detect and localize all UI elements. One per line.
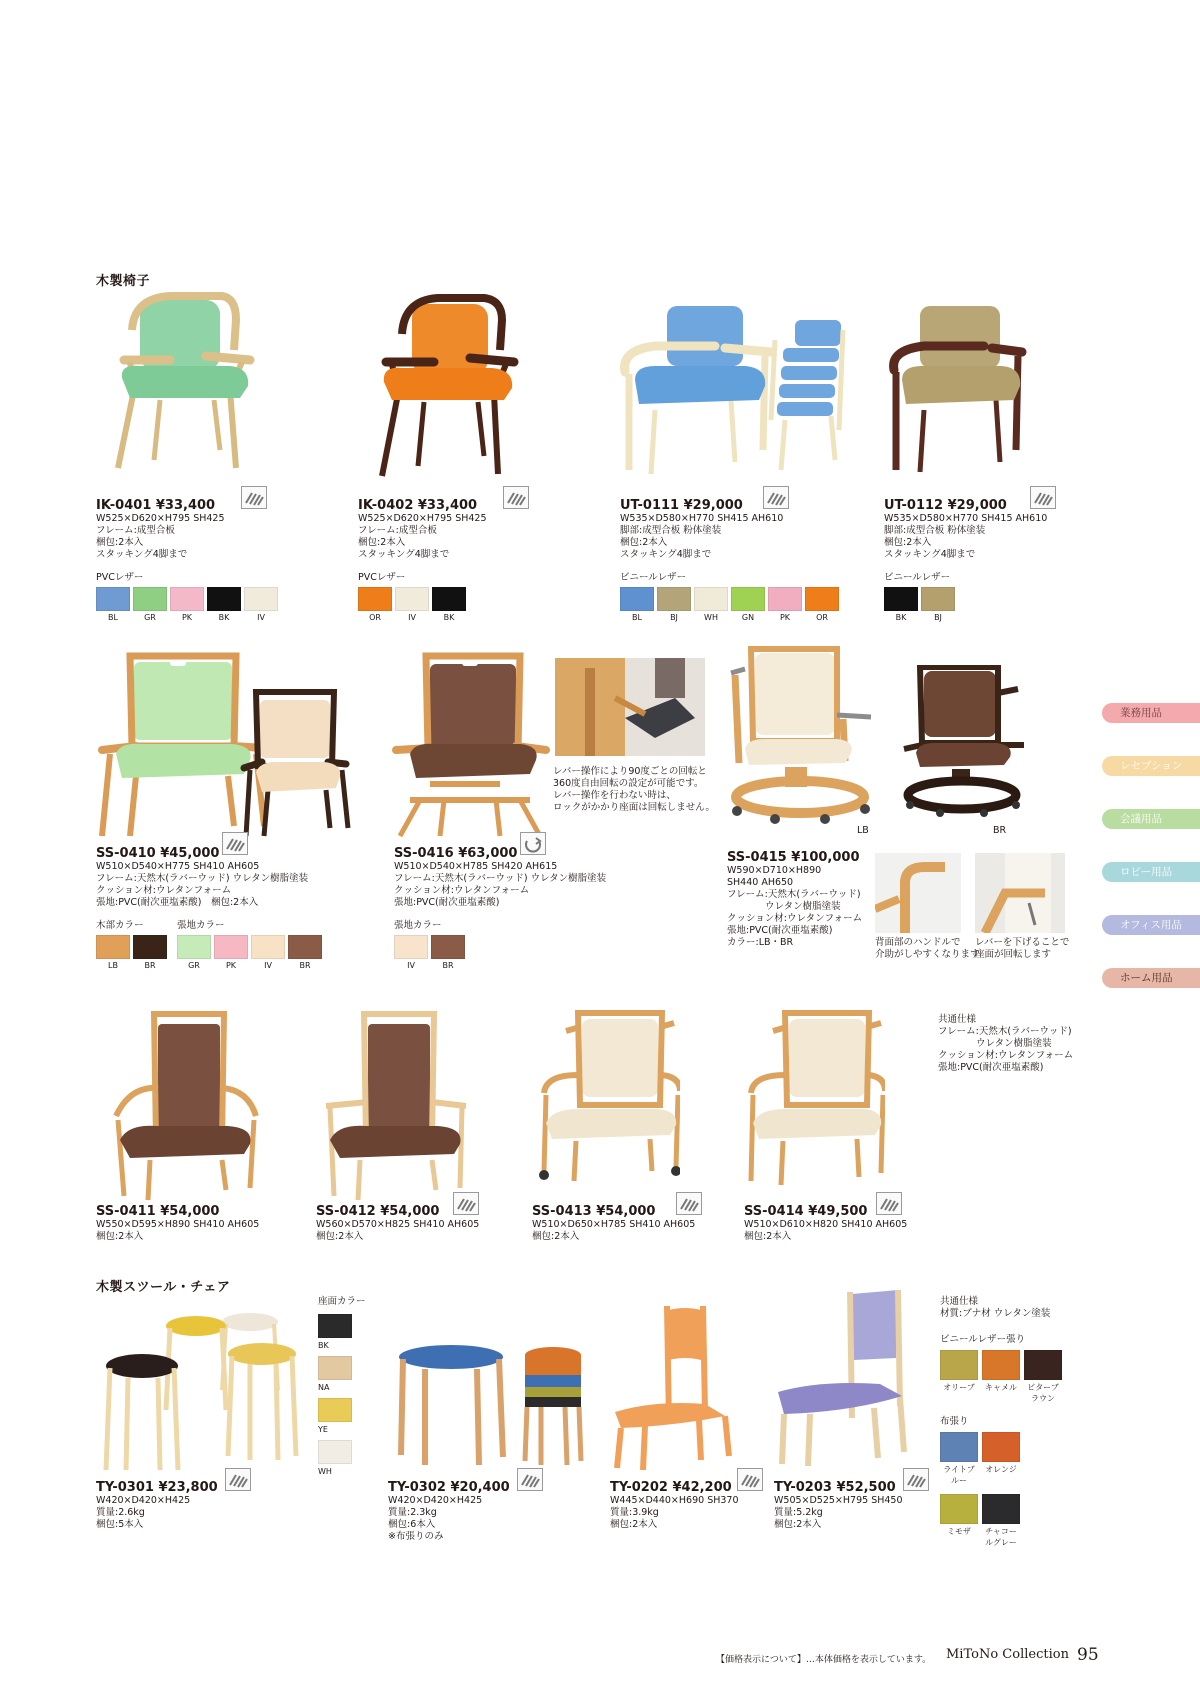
swatch bbox=[1024, 1350, 1062, 1404]
note-line: レバー操作により90度ごとの回転と bbox=[553, 766, 707, 777]
spec-line: W590×D710×H890 bbox=[727, 865, 822, 876]
product-ss-0416 bbox=[394, 846, 606, 970]
spec-line: フレーム:天然木(ラバーウッド) ウレタン樹脂塗装 bbox=[394, 873, 607, 884]
caption-line: 背面部のハンドルで bbox=[875, 937, 961, 948]
swatch-label: BL bbox=[632, 613, 642, 622]
swatch bbox=[170, 587, 204, 622]
swatch-color bbox=[982, 1494, 1020, 1524]
product-name: IK-0401 ¥33,400 bbox=[96, 498, 216, 513]
ty-0301-seat-colors bbox=[318, 1296, 366, 1482]
product-name: SS-0416 ¥63,000 bbox=[394, 846, 518, 861]
swatch bbox=[982, 1494, 1020, 1548]
swatch bbox=[394, 935, 428, 970]
spec-line: 張地:PVC(耐次亜塩素酸) bbox=[727, 925, 833, 936]
product-ut-0112 bbox=[884, 498, 1047, 622]
swatch-label: NA bbox=[318, 1383, 330, 1392]
spec-line: 梱包:6本入 bbox=[388, 1519, 436, 1530]
swatch bbox=[768, 587, 802, 622]
spec-line: W525×D620×H795 SH425 bbox=[96, 513, 225, 524]
swatch bbox=[982, 1350, 1020, 1404]
ss-0410-photo bbox=[96, 650, 356, 840]
swatch-color bbox=[133, 935, 167, 959]
category-tab[interactable]: ホーム用品 bbox=[1102, 968, 1200, 988]
swatch-label: LB bbox=[108, 961, 118, 970]
product-ty-0203 bbox=[774, 1480, 903, 1531]
swatch-color bbox=[214, 935, 248, 959]
stackable-mark-icon bbox=[903, 1468, 929, 1491]
swatch-color bbox=[177, 935, 211, 959]
swatch bbox=[318, 1314, 352, 1350]
swatch-color bbox=[982, 1350, 1020, 1380]
spec-line: W445×D440×H690 SH370 bbox=[610, 1495, 739, 1506]
swatch-label: オリーブ bbox=[943, 1383, 975, 1392]
spec-line: W510×D540×H775 SH410 AH605 bbox=[96, 861, 260, 872]
ty-0301-photo bbox=[100, 1310, 300, 1470]
swatch bbox=[921, 587, 955, 622]
note-line: 360度自由回転の設定が可能です。 bbox=[553, 778, 704, 789]
section-title-wooden-chairs: 木製椅子 bbox=[96, 274, 151, 289]
vinyl-title: ビニールレザー張り bbox=[940, 1334, 1026, 1345]
swatch bbox=[133, 587, 167, 622]
ss-0415-label-lb: LB bbox=[857, 825, 869, 836]
product-ss-0415 bbox=[727, 850, 862, 949]
brand-name: MiToNo Collection bbox=[946, 1647, 1069, 1662]
spec-line: ※布張りのみ bbox=[388, 1531, 444, 1542]
swatch-color bbox=[318, 1440, 352, 1464]
swatch-title: PVCレザー bbox=[96, 572, 144, 583]
swatch bbox=[940, 1350, 978, 1404]
product-name: SS-0411 ¥54,000 bbox=[96, 1204, 220, 1219]
swatch bbox=[133, 935, 167, 970]
spec-line: 脚部:成型合板 粉体塗装 bbox=[884, 525, 986, 536]
swatch-color bbox=[940, 1432, 978, 1462]
cloth-title: 布張り bbox=[940, 1416, 969, 1427]
category-tab[interactable]: オフィス用品 bbox=[1102, 915, 1200, 935]
product-name: TY-0301 ¥23,800 bbox=[96, 1480, 218, 1495]
fabric-swatches bbox=[394, 935, 606, 970]
stackable-mark-icon bbox=[225, 1468, 251, 1491]
ss-0415-br-photo bbox=[900, 665, 1030, 825]
handle-detail-photo bbox=[875, 853, 961, 933]
swatch-label: BJ bbox=[934, 613, 942, 622]
color-swatches bbox=[358, 587, 487, 622]
note-line: レバー操作を行わない時は、 bbox=[553, 790, 676, 801]
stackable-mark-icon bbox=[1030, 486, 1056, 509]
spec-line: W550×D595×H890 SH410 AH605 bbox=[96, 1219, 260, 1230]
spec-line: SH440 AH650 bbox=[727, 877, 794, 888]
product-name: SS-0414 ¥49,500 bbox=[744, 1204, 868, 1219]
swatch-color bbox=[657, 587, 691, 611]
swatch-label: オレンジ bbox=[985, 1465, 1017, 1474]
common-spec-title: 共通仕様 bbox=[938, 1014, 977, 1025]
swatch-color bbox=[318, 1356, 352, 1380]
product-ik-0401 bbox=[96, 498, 278, 622]
common-spec-wood bbox=[938, 1014, 1073, 1074]
spec-line: 質量:5.2kg bbox=[774, 1507, 823, 1518]
common-spec-line: クッション材:ウレタンフォーム bbox=[938, 1050, 1074, 1061]
swatch-label: ライトブルー bbox=[943, 1465, 975, 1485]
product-ss-0411 bbox=[96, 1204, 259, 1243]
stackable-mark-icon bbox=[503, 486, 529, 509]
spec-line: W535×D580×H770 SH415 AH610 bbox=[884, 513, 1048, 524]
cloth-swatches bbox=[940, 1432, 1030, 1548]
ss-0412-photo bbox=[320, 1010, 470, 1200]
swatch-label: BJ bbox=[670, 613, 678, 622]
swatch-label: OR bbox=[816, 613, 828, 622]
swatch-label: GR bbox=[188, 961, 200, 970]
ss-0411-photo bbox=[110, 1010, 260, 1200]
swatch-label: IV bbox=[408, 613, 416, 622]
swatch bbox=[982, 1432, 1020, 1486]
swatch-label: WH bbox=[704, 613, 718, 622]
stackable-mark-icon bbox=[453, 1192, 479, 1215]
spec-line: 梱包:2本入 bbox=[774, 1519, 822, 1530]
spec-line: スタッキング4脚まで bbox=[96, 549, 188, 560]
swatch bbox=[431, 935, 465, 970]
spec-line: 梱包:2本入 bbox=[532, 1231, 580, 1242]
swatch-label: IV bbox=[407, 961, 415, 970]
swatch-label: チャコールグレー bbox=[985, 1527, 1017, 1547]
spec-line: クッション材:ウレタンフォーム bbox=[394, 885, 530, 896]
caption-line: レバーを下げることで bbox=[975, 937, 1070, 948]
page-number: 95 bbox=[1077, 1645, 1099, 1665]
swatch bbox=[251, 935, 285, 970]
fabric-color-title: 張地カラー bbox=[177, 920, 225, 931]
product-name: UT-0111 ¥29,000 bbox=[620, 498, 743, 513]
swatch bbox=[620, 587, 654, 622]
swatch-color bbox=[318, 1398, 352, 1422]
swatch-label: GN bbox=[741, 613, 755, 622]
swatch-color bbox=[731, 587, 765, 611]
swatch-label: BR bbox=[442, 961, 454, 970]
color-swatches bbox=[96, 587, 278, 622]
lever-operation-photo bbox=[555, 658, 705, 756]
swatch bbox=[318, 1440, 352, 1476]
fabric-swatches bbox=[177, 935, 322, 970]
product-name: SS-0410 ¥45,000 bbox=[96, 846, 220, 861]
swatch-color bbox=[884, 587, 918, 611]
swatch bbox=[358, 587, 392, 622]
seat-swatches bbox=[318, 1314, 366, 1476]
spec-line: 梱包:2本入 bbox=[620, 537, 668, 548]
color-swatches bbox=[884, 587, 1047, 622]
spec-line: フレーム:天然木(ラバーウッド) ウレタン樹脂塗装 bbox=[96, 873, 309, 884]
note-line: ロックがかかり座面は回転しません。 bbox=[553, 802, 715, 813]
swatch-label: ミモザ bbox=[947, 1527, 971, 1536]
swatch-label: PK bbox=[779, 613, 791, 622]
swatch-title: ビニールレザー bbox=[884, 572, 951, 583]
swatch-label: PK bbox=[225, 961, 237, 970]
common-spec-stool bbox=[940, 1296, 1062, 1548]
ss-0415-label-br: BR bbox=[993, 825, 1007, 836]
spec-line: W510×D650×H785 SH410 AH605 bbox=[532, 1219, 696, 1230]
wood-swatches bbox=[96, 935, 167, 970]
swatch-color bbox=[940, 1350, 978, 1380]
swatch-label: WH bbox=[318, 1467, 332, 1476]
product-ut-0111 bbox=[620, 498, 839, 622]
ut-0111-photo bbox=[615, 300, 855, 480]
ty-0302-photo bbox=[395, 1345, 585, 1470]
spec-line: スタッキング4脚まで bbox=[358, 549, 450, 560]
spec-line: 梱包:2本入 bbox=[358, 537, 406, 548]
swatch bbox=[940, 1494, 978, 1548]
section-title-stools: 木製スツール・チェア bbox=[96, 1280, 231, 1295]
swatch-label: BL bbox=[108, 613, 118, 622]
spec-line: 梱包:5本入 bbox=[96, 1519, 144, 1530]
stackable-mark-icon bbox=[876, 1192, 902, 1215]
spec-line: カラー:LB・BR bbox=[727, 937, 794, 948]
swatch-label: YE bbox=[318, 1425, 328, 1434]
swatch-label: ビターブラウン bbox=[1027, 1383, 1059, 1403]
product-ty-0202 bbox=[610, 1480, 739, 1531]
swatch-color bbox=[940, 1494, 978, 1524]
product-name: IK-0402 ¥33,400 bbox=[358, 498, 478, 513]
product-name: SS-0413 ¥54,000 bbox=[532, 1204, 656, 1219]
swatch bbox=[244, 587, 278, 622]
swatch-color bbox=[170, 587, 204, 611]
spec-line: 張地:PVC(耐次亜塩素酸) bbox=[394, 897, 500, 908]
spec-line: W510×D540×H785 SH420 AH615 bbox=[394, 861, 558, 872]
stackable-mark-icon bbox=[241, 486, 267, 509]
swatch-label: BK bbox=[318, 1341, 329, 1350]
category-tab[interactable]: ロビー用品 bbox=[1102, 862, 1200, 882]
product-name: SS-0412 ¥54,000 bbox=[316, 1204, 440, 1219]
wood-color-title: 木部カラー bbox=[96, 920, 144, 931]
spec-line: 質量:2.6kg bbox=[96, 1507, 145, 1518]
price-note: 【価格表示について】…本体価格を表示しています。 bbox=[716, 1655, 932, 1665]
swatch-label: PK bbox=[181, 613, 193, 622]
swatch-label: IV bbox=[264, 961, 272, 970]
swatch-title: ビニールレザー bbox=[620, 572, 687, 583]
swatch-label: GR bbox=[144, 613, 156, 622]
category-tab[interactable]: 会議用品 bbox=[1102, 809, 1200, 829]
ik-0402-photo bbox=[372, 290, 522, 480]
swatch-color bbox=[96, 587, 130, 611]
common-spec-line: フレーム:天然木(ラバーウッド) bbox=[938, 1026, 1072, 1037]
color-swatches bbox=[620, 587, 839, 622]
spec-line: クッション材:ウレタンフォーム bbox=[727, 913, 863, 924]
swatch-label: キャメル bbox=[985, 1383, 1017, 1392]
product-ty-0302 bbox=[388, 1480, 510, 1543]
swatch-color bbox=[768, 587, 802, 611]
swatch-color bbox=[394, 935, 428, 959]
spec-line: 梱包:2本入 bbox=[96, 537, 144, 548]
spec-line: W510×D610×H820 SH410 AH605 bbox=[744, 1219, 908, 1230]
ss-0416-photo bbox=[390, 650, 550, 840]
swatch bbox=[96, 935, 130, 970]
common-spec-line: 張地:PVC(耐次亜塩素酸) bbox=[938, 1062, 1044, 1073]
spec-line: W535×D580×H770 SH415 AH610 bbox=[620, 513, 784, 524]
swatch bbox=[694, 587, 728, 622]
swatch-color bbox=[288, 935, 322, 959]
caption-line: 座面が回転します bbox=[975, 949, 1052, 960]
category-tab[interactable]: レセプション bbox=[1102, 756, 1200, 776]
ss-0415-lb-photo bbox=[725, 645, 875, 830]
swatch-color bbox=[805, 587, 839, 611]
swatch-color bbox=[96, 935, 130, 959]
ik-0401-photo bbox=[110, 290, 260, 480]
swatch-color bbox=[395, 587, 429, 611]
swatch-color bbox=[207, 587, 241, 611]
spec-line: 脚部:成型合板 粉体塗装 bbox=[620, 525, 722, 536]
swatch-label: BK bbox=[895, 613, 907, 622]
swatch-color bbox=[620, 587, 654, 611]
stackable-mark-icon bbox=[737, 1468, 763, 1491]
stackable-mark-icon bbox=[517, 1468, 543, 1491]
ss-0416-lever-note bbox=[553, 766, 715, 814]
swatch bbox=[731, 587, 765, 622]
swatch bbox=[395, 587, 429, 622]
stackable-mark-icon bbox=[676, 1192, 702, 1215]
spec-line: フレーム:成型合板 bbox=[358, 525, 437, 536]
swatch bbox=[318, 1356, 352, 1392]
product-ss-0410 bbox=[96, 846, 322, 970]
swatch-label: OR bbox=[369, 613, 381, 622]
swatch-color bbox=[133, 587, 167, 611]
swatch-label: BK bbox=[443, 613, 455, 622]
spec-line: 質量:3.9kg bbox=[610, 1507, 659, 1518]
lever-detail-photo bbox=[975, 853, 1065, 933]
spec-line: スタッキング4脚まで bbox=[884, 549, 976, 560]
swatch-color bbox=[431, 935, 465, 959]
swatch-label: BK bbox=[218, 613, 230, 622]
swatch bbox=[214, 935, 248, 970]
ty-0202-photo bbox=[605, 1300, 745, 1470]
product-name: SS-0415 ¥100,000 bbox=[727, 850, 860, 865]
stackable-mark-icon bbox=[222, 832, 248, 855]
vinyl-swatches bbox=[940, 1350, 1062, 1404]
rotate-mark-icon bbox=[520, 832, 546, 855]
swatch-color bbox=[1024, 1350, 1062, 1380]
fabric-color-title: 張地カラー bbox=[394, 920, 442, 931]
ut-0112-photo bbox=[880, 300, 1030, 480]
ss-0413-photo bbox=[530, 1005, 680, 1185]
product-ss-0413 bbox=[532, 1204, 695, 1243]
swatch bbox=[940, 1432, 978, 1486]
spec-line: フレーム:成型合板 bbox=[96, 525, 175, 536]
swatch-title: PVCレザー bbox=[358, 572, 406, 583]
spec-line: W560×D570×H825 SH410 AH605 bbox=[316, 1219, 480, 1230]
common-spec-line: ウレタン樹脂塗装 bbox=[938, 1038, 1052, 1049]
product-name: UT-0112 ¥29,000 bbox=[884, 498, 1007, 513]
swatch-color bbox=[982, 1432, 1020, 1462]
stackable-mark-icon bbox=[763, 486, 789, 509]
spec-line: 梱包:2本入 bbox=[744, 1231, 792, 1242]
spec-line: 梱包:2本入 bbox=[610, 1519, 658, 1530]
caption-line: 介助がしやすくなります bbox=[875, 949, 980, 960]
product-ty-0301 bbox=[96, 1480, 218, 1531]
swatch-color bbox=[921, 587, 955, 611]
swatch-label: IV bbox=[257, 613, 265, 622]
ty-0203-photo bbox=[770, 1288, 910, 1468]
swatch-color bbox=[318, 1314, 352, 1338]
spec-line: W505×D525×H795 SH450 bbox=[774, 1495, 903, 1506]
swatch bbox=[657, 587, 691, 622]
common-spec-title: 共通仕様 bbox=[940, 1296, 979, 1307]
product-name: TY-0202 ¥42,200 bbox=[610, 1480, 732, 1495]
swatch-color bbox=[694, 587, 728, 611]
spec-line: W525×D620×H795 SH425 bbox=[358, 513, 487, 524]
swatch bbox=[288, 935, 322, 970]
spec-line: 梱包:2本入 bbox=[96, 1231, 144, 1242]
spec-line: W420×D420×H425 bbox=[388, 1495, 483, 1506]
swatch bbox=[207, 587, 241, 622]
spec-line: 梱包:2本入 bbox=[316, 1231, 364, 1242]
spec-line: 梱包:2本入 bbox=[884, 537, 932, 548]
spec-line: フレーム:天然木(ラバーウッド) bbox=[727, 889, 861, 900]
ss-0414-photo bbox=[735, 1005, 885, 1185]
swatch-label: BR bbox=[144, 961, 156, 970]
spec-line: クッション材:ウレタンフォーム bbox=[96, 885, 232, 896]
swatch bbox=[177, 935, 211, 970]
swatch-color bbox=[244, 587, 278, 611]
swatch bbox=[432, 587, 466, 622]
swatch-label: BR bbox=[299, 961, 311, 970]
swatch-color bbox=[358, 587, 392, 611]
swatch bbox=[96, 587, 130, 622]
swatch bbox=[318, 1398, 352, 1434]
lever-caption bbox=[975, 937, 1069, 961]
product-ik-0402 bbox=[358, 498, 487, 622]
swatch bbox=[884, 587, 918, 622]
spec-line: 質量:2.3kg bbox=[388, 1507, 437, 1518]
product-name: TY-0302 ¥20,400 bbox=[388, 1480, 510, 1495]
spec-line: 張地:PVC(耐次亜塩素酸) 梱包:2本入 bbox=[96, 897, 259, 908]
category-tab[interactable]: 業務用品 bbox=[1102, 703, 1200, 723]
common-spec-line: 材質:ブナ材 ウレタン塗装 bbox=[940, 1308, 1051, 1319]
swatch-color bbox=[251, 935, 285, 959]
spec-line: W420×D420×H425 bbox=[96, 1495, 191, 1506]
product-name: TY-0203 ¥52,500 bbox=[774, 1480, 896, 1495]
spec-line: ウレタン樹脂塗装 bbox=[727, 901, 841, 912]
seat-color-title: 座面カラー bbox=[318, 1296, 366, 1307]
swatch bbox=[805, 587, 839, 622]
handle-caption bbox=[875, 937, 980, 961]
swatch-color bbox=[432, 587, 466, 611]
spec-line: スタッキング4脚まで bbox=[620, 549, 712, 560]
